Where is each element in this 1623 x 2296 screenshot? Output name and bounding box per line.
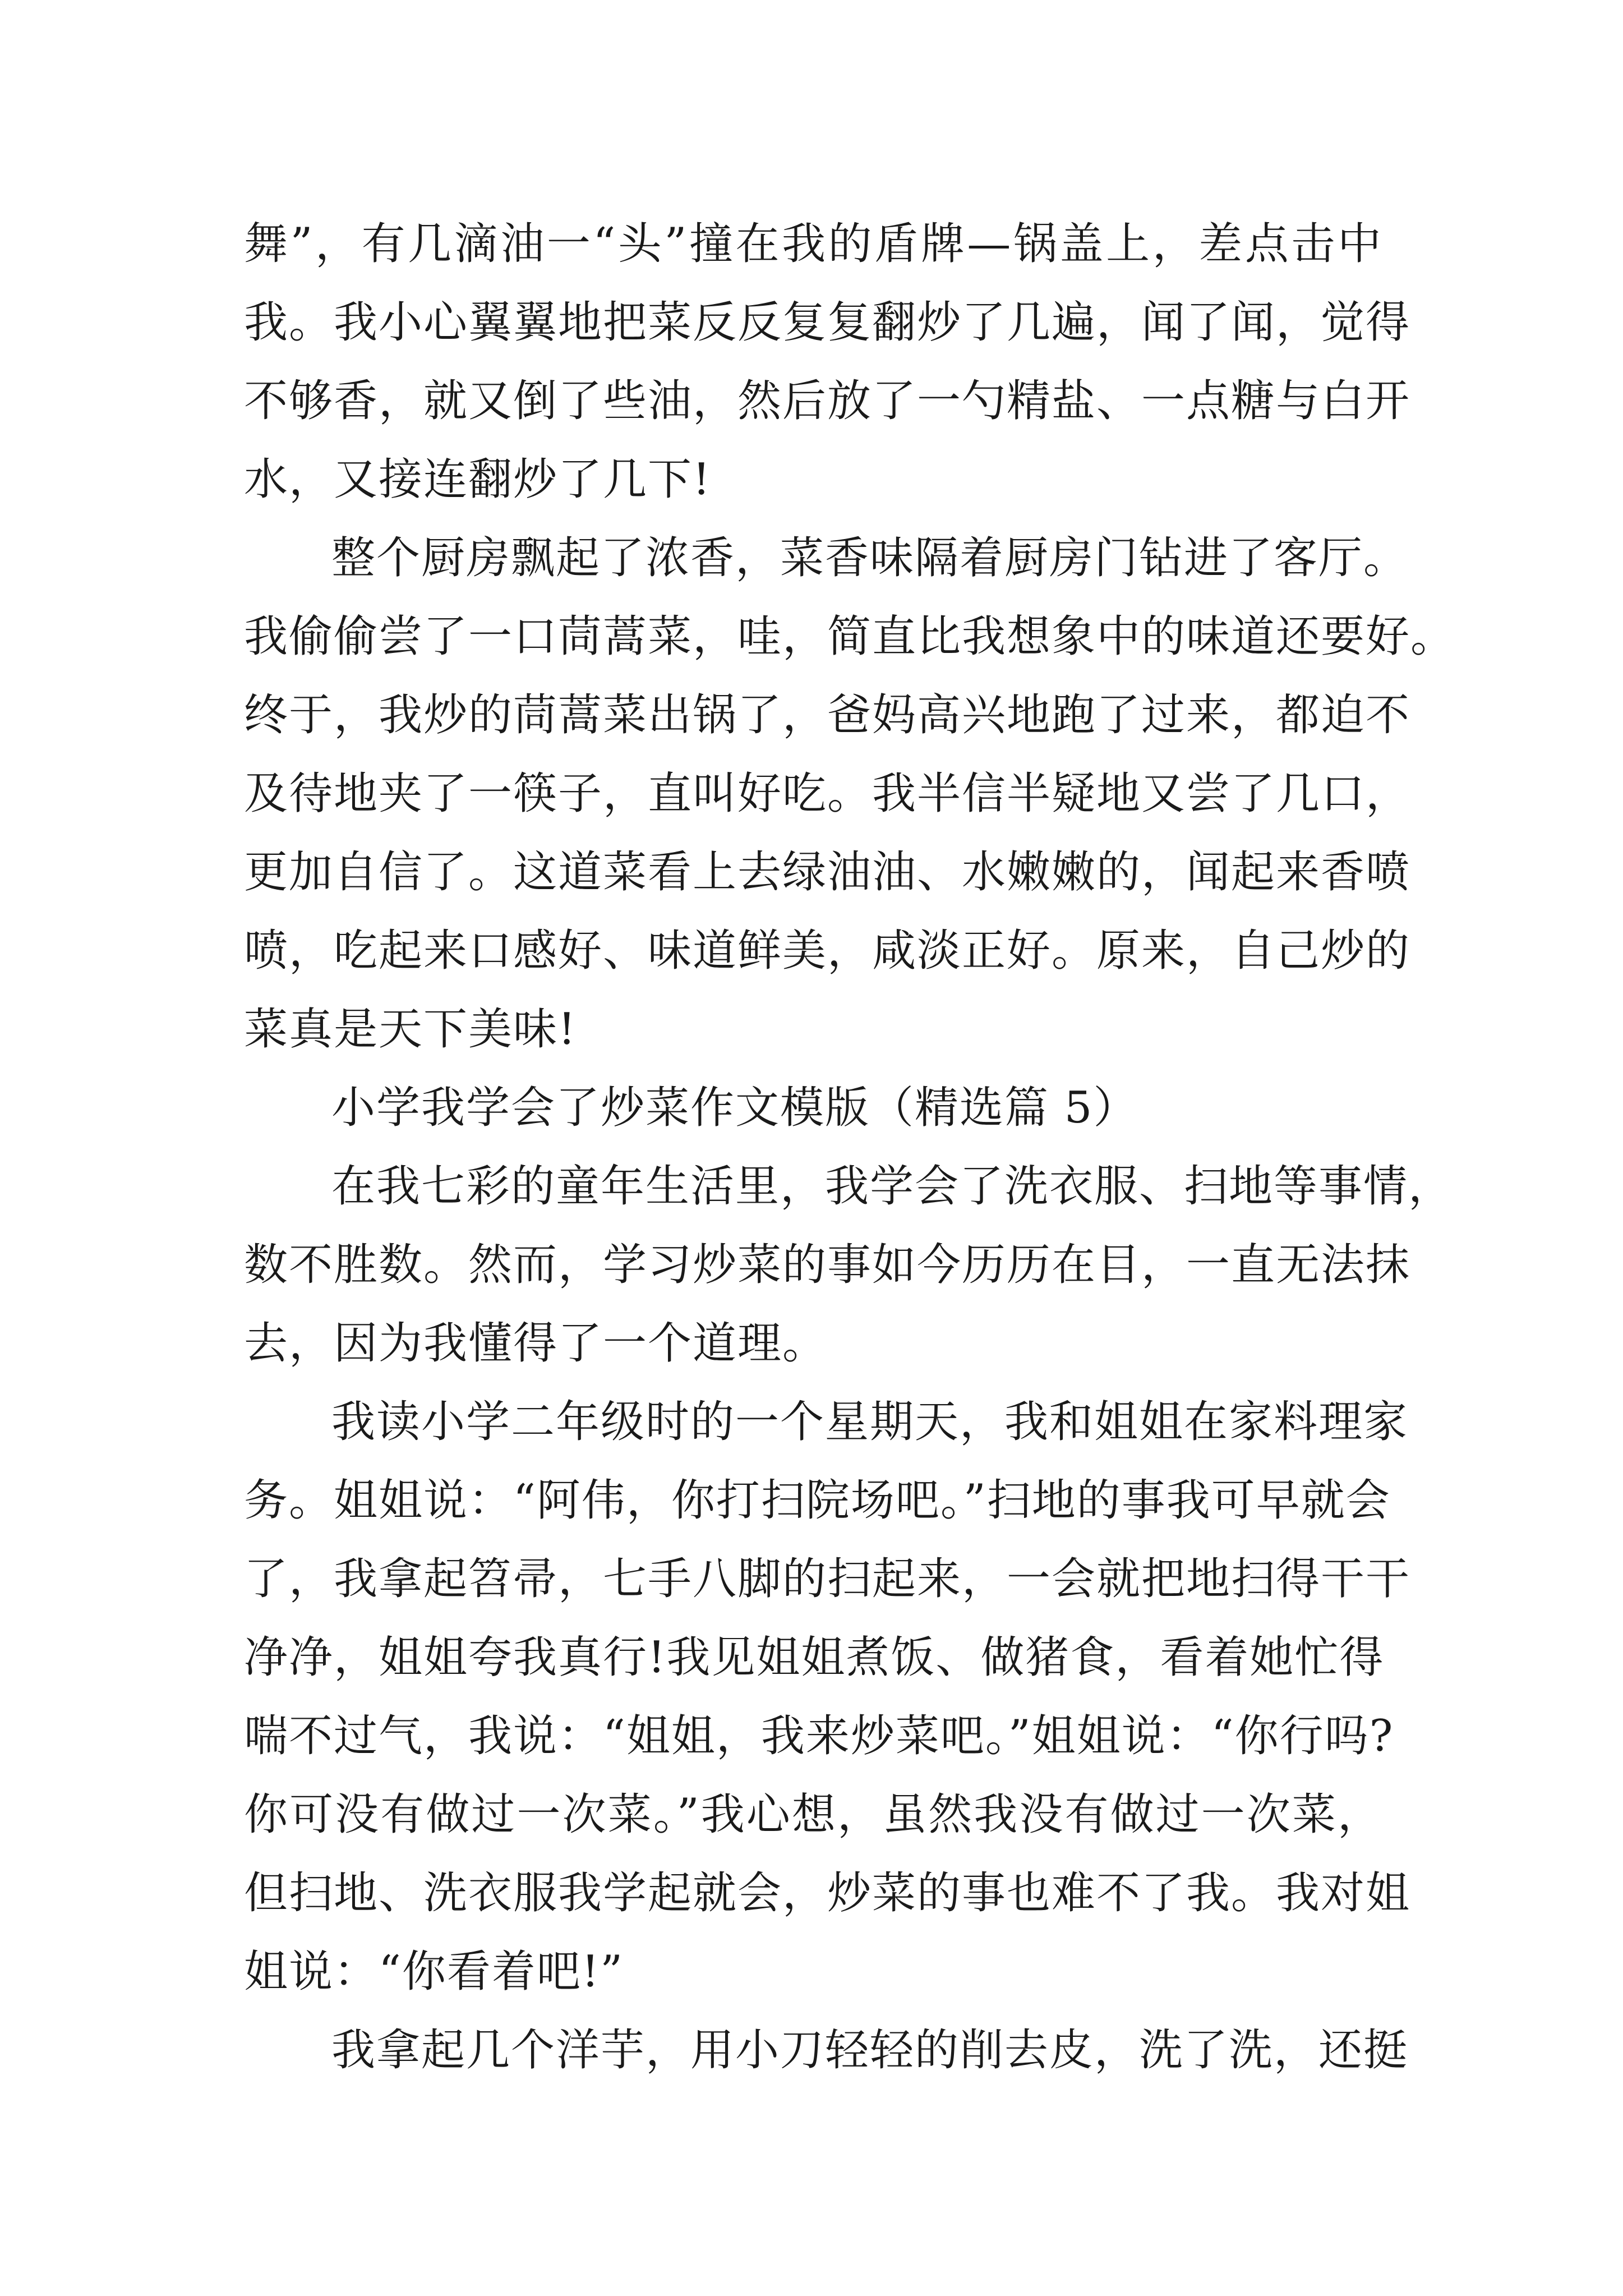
section-heading: 小学我学会了炒菜作文模版（精选篇 5） — [331, 1083, 1138, 1133]
text-line: 数不胜数。然而，学习炒菜的事如今历历在目，一直无法抹 — [244, 1240, 1411, 1290]
text-line: 菜真是天下美味! — [244, 1004, 577, 1055]
text-line: 务。姐姐说：“阿伟，你打扫院场吧。”扫地的事我可早就会 — [244, 1475, 1391, 1526]
paragraph-first-line: 整个厨房飘起了浓香，菜香味隔着厨房门钻进了客厅。 — [331, 533, 1409, 583]
text-line: 姐说：“你看着吧!” — [244, 1947, 624, 1997]
text-line: 不够香，就又倒了些油，然后放了一勺精盐、一点糖与白开 — [244, 376, 1411, 426]
text-line: 水，又接连翻炒了几下! — [244, 454, 712, 505]
text-line: 净净，姐姐夸我真行!我见姐姐煮饭、做猪食，看着她忙得 — [244, 1632, 1385, 1683]
text-line: 你可没有做过一次菜。”我心想，虽然我没有做过一次菜， — [244, 1789, 1382, 1840]
paragraph-first-line: 我读小学二年级时的一个星期天，我和姐姐在家料理家 — [331, 1397, 1409, 1447]
text-line: 舞”，有几滴油一“头”撞在我的盾牌—锅盖上，差点击中 — [244, 219, 1382, 269]
text-line: 但扫地、洗衣服我学起就会，炒菜的事也难不了我。我对姐 — [244, 1868, 1411, 1918]
text-line: 我。我小心翼翼地把菜反反复复翻炒了几遍，闻了闻，觉得 — [244, 297, 1411, 348]
text-line: 我偷偷尝了一口茼蒿菜，哇，简直比我想象中的味道还要好。 — [244, 611, 1456, 662]
text-line: 更加自信了。这道菜看上去绿油油、水嫩嫩的，闻起来香喷 — [244, 847, 1411, 898]
text-line: 了，我拿起笤帚，七手八脚的扫起来，一会就把地扫得干干 — [244, 1554, 1411, 1604]
article-body — [244, 205, 1456, 2090]
text-line: 终于，我炒的茼蒿菜出锅了，爸妈高兴地跑了过来，都迫不 — [244, 690, 1411, 740]
paragraph-first-line: 我拿起几个洋芋，用小刀轻轻的削去皮，洗了洗，还挺 — [331, 2025, 1409, 2076]
text-line: 喘不过气，我说：“姐姐，我来炒菜吧。”姐姐说：“你行吗? — [244, 1711, 1394, 1761]
paragraph-first-line: 在我七彩的童年生活里，我学会了洗衣服、扫地等事情， — [331, 1161, 1454, 1212]
text-line: 去，因为我懂得了一个道理。 — [244, 1318, 828, 1369]
text-line: 喷，吃起来口感好、味道鲜美，咸淡正好。原来，自己炒的 — [244, 926, 1411, 976]
text-line: 及待地夹了一筷子，直叫好吃。我半信半疑地又尝了几口， — [244, 769, 1411, 819]
